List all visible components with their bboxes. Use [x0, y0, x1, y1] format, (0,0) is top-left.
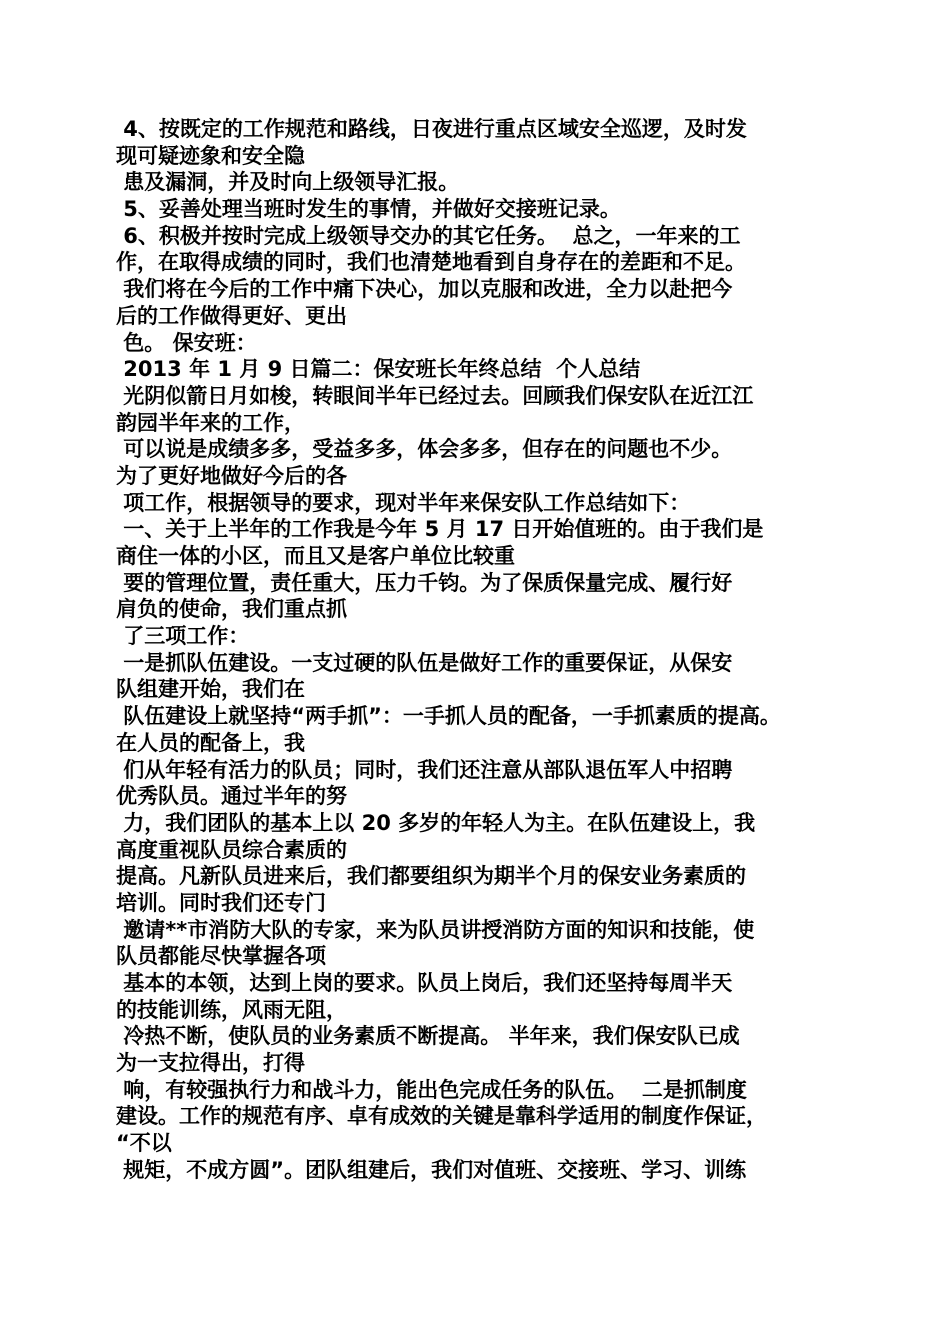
text-line: 5、妥善处理当班时发生的事情，并做好交接班记录。	[116, 197, 621, 222]
text-line: 一、关于上半年的工作我是今年 5 月 17 日开始值班的。由于我们是	[116, 517, 764, 542]
text-line: 提高。凡新队员进来后，我们都要组织为期半个月的保安业务素质的	[116, 864, 746, 889]
text-line: 患及漏洞，并及时向上级领导汇报。	[116, 170, 460, 195]
text-line: 可以说是成绩多多，受益多多，体会多多，但存在的问题也不少。	[116, 437, 733, 462]
text-line: 4、按既定的工作规范和路线，日夜进行重点区域安全巡逻，及时发	[116, 117, 747, 141]
text-line: 在人员的配备上，我	[116, 730, 305, 755]
text-line: 的技能训练，风雨无阻，	[116, 997, 347, 1022]
text-line: 为了更好地做好今后的各	[116, 463, 347, 488]
text-line: “不以	[116, 1131, 172, 1156]
text-line: 了三项工作：	[116, 624, 250, 649]
text-line: 一是抓队伍建设。一支过硬的队伍是做好工作的重要保证，从保安	[116, 650, 733, 675]
text-line: 邀请**市消防大队的专家，来为队员讲授消防方面的知识和技能，使	[116, 917, 755, 942]
text-line: 后的工作做得更好、更出	[116, 303, 347, 328]
text-line: 基本的本领，达到上岗的要求。队员上岗后，我们还坚持每周半天	[116, 971, 733, 995]
text-line: 要的管理位置，责任重大，压力千钧。为了保质保量完成、履行好	[116, 570, 733, 595]
text-line: 色。 保安班：	[116, 330, 257, 355]
text-line: 高度重视队员综合素质的	[116, 837, 347, 862]
document-body	[116, 116, 856, 1184]
text-line: 为一支拉得出，打得	[116, 1051, 305, 1076]
text-line: 培训。同时我们还专门	[116, 890, 326, 915]
text-line: 项工作，根据领导的要求，现对半年来保安队工作总结如下：	[116, 490, 691, 515]
text-line: 规矩，不成方圆”。团队组建后，我们对值班、交接班、学习、训练	[116, 1157, 747, 1182]
text-line: 作，在取得成绩的同时，我们也清楚地看到自身存在的差距和不足。	[116, 250, 746, 275]
text-line: 们从年轻有活力的队员；同时，我们还注意从部队退伍军人中招聘	[116, 757, 733, 782]
text-line: 力，我们团队的基本上以 20 多岁的年轻人为主。在队伍建设上，我	[116, 810, 756, 835]
text-line: 我们将在今后的工作中痛下决心，加以克服和改进，全力以赴把今	[116, 277, 733, 302]
text-line: 肩负的使命，我们重点抓	[116, 597, 347, 622]
text-line: 现可疑迹象和安全隐	[116, 143, 305, 168]
text-line: 韵园半年来的工作，	[116, 410, 305, 435]
text-line: 光阴似箭日月如梭，转眼间半年已经过去。回顾我们保安队在近江江	[116, 383, 754, 408]
text-line: 优秀队员。通过半年的努	[116, 784, 347, 809]
text-line: 队伍建设上就坚持“两手抓”：一手抓人员的配备，一手抓素质的提高。	[116, 704, 781, 729]
text-line: 商住一体的小区，而且又是客户单位比较重	[116, 544, 515, 568]
text-line: 队组建开始，我们在	[116, 677, 305, 702]
text-line: 建设。工作的规范有序、卓有成效的关键是靠科学适用的制度作保证，	[116, 1104, 767, 1129]
text-line: 2013 年 1 月 9 日篇二：保安班长年终总结 个人总结	[116, 357, 641, 382]
text-line: 6、积极并按时完成上级领导交办的其它任务。 总之，一年来的工	[116, 223, 741, 248]
text-line: 冷热不断，使队员的业务素质不断提高。 半年来，我们保安队已成	[116, 1024, 740, 1049]
text-line: 响，有较强执行力和战斗力，能出色完成任务的队伍。 二是抓制度	[116, 1077, 747, 1102]
text-line: 队员都能尽快掌握各项	[116, 944, 326, 969]
